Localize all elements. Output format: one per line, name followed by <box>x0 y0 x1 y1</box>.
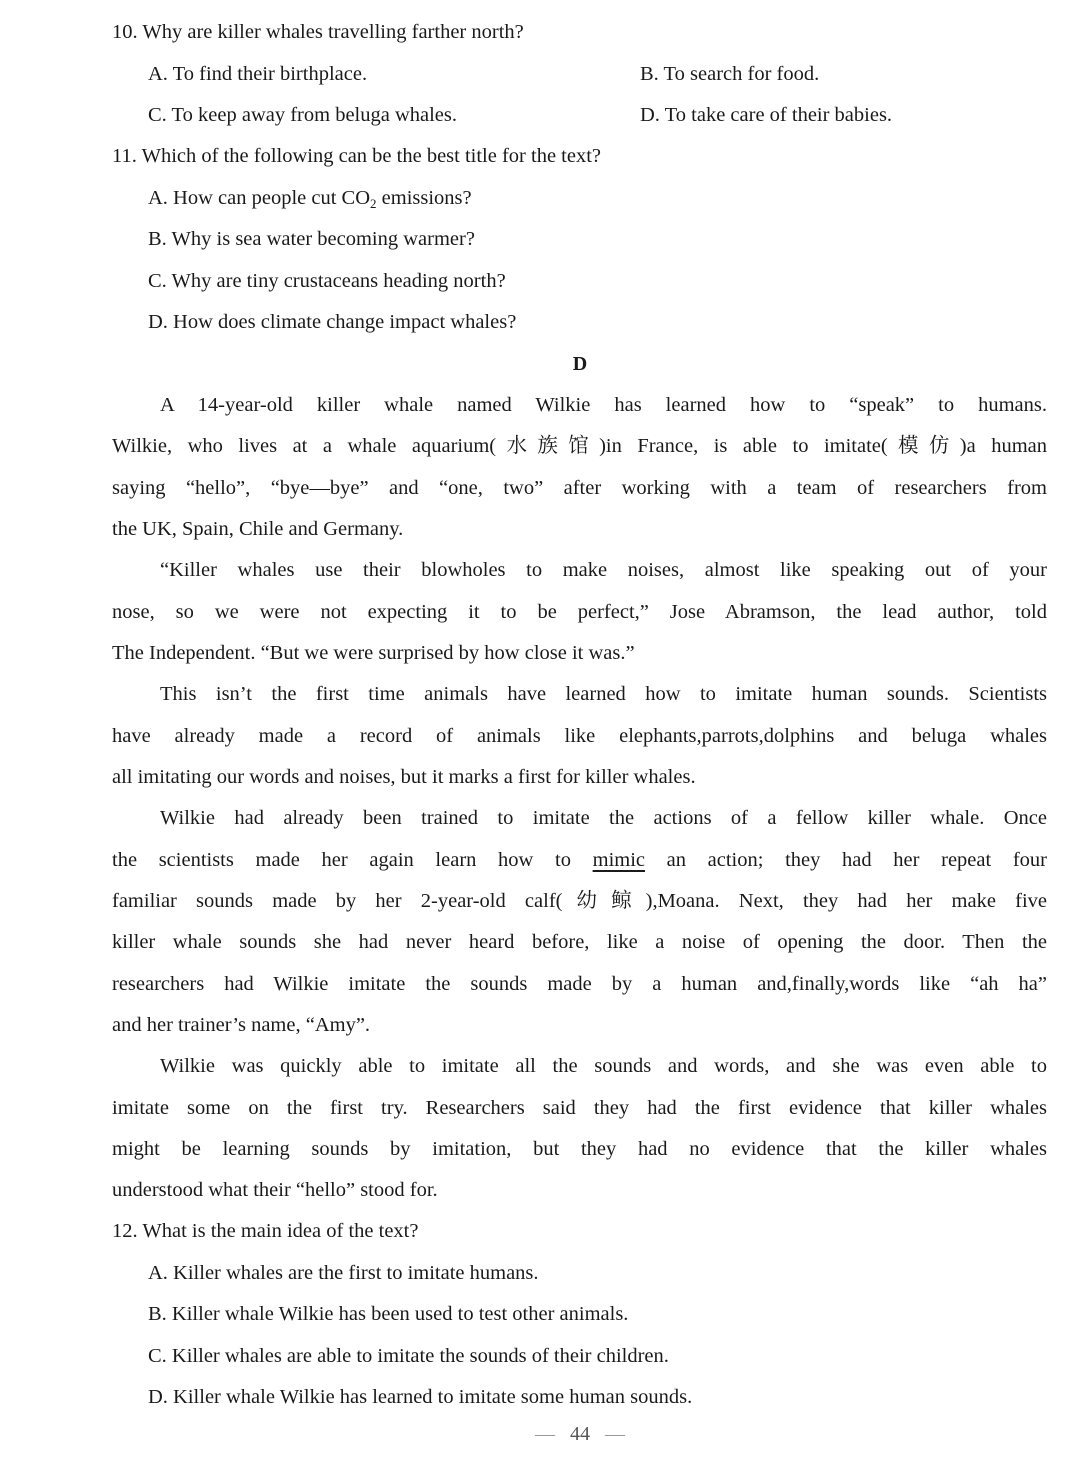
passage-line: This isn’t the first time animals have learned how to imitate human sounds. Scientists <box>160 683 1047 705</box>
question-12-option-d: D. Killer whale Wilkie has learned to imitate some human sounds. <box>148 1386 693 1408</box>
co2-subscript: 2 <box>370 196 377 211</box>
page-footer <box>0 1420 1068 1448</box>
passage-line: saying “hello”, “bye—bye” and “one, two” after working with a team of researchers from <box>112 477 1047 499</box>
question-10-option-d: D. To take care of their babies. <box>640 104 893 126</box>
question-11-stem: 11. Which of the following can be the best title for the text? <box>112 145 602 167</box>
question-11-option-b: B. Why is sea water becoming warmer? <box>148 228 475 250</box>
passage-line-with-underline <box>112 846 1047 874</box>
passage-line: The Independent. “But we were surprised by how close it was.” <box>112 642 635 664</box>
passage-line: researchers had Wilkie imitate the sounds made by a human and,finally,words like “ah ha” <box>112 973 1047 995</box>
passage-line: understood what their “hello” stood for. <box>112 1179 438 1201</box>
passage-line: and her trainer’s name, “Amy”. <box>112 1014 371 1036</box>
question-12-option-c: C. Killer whales are able to imitate the sounds of their children. <box>148 1345 669 1367</box>
question-11-option-a <box>148 184 472 212</box>
passage-line: might be learning sounds by imitation, but they had no evidence that the killer whales <box>112 1138 1047 1160</box>
passage-line: have already made a record of animals like elephants,parrots,dolphins and beluga whales <box>112 725 1047 747</box>
option-a-text-start: A. How can people cut CO <box>148 187 371 209</box>
passage-line: Wilkie, who lives at a whale aquarium(水族馆)in France, is able to imitate(模仿)a human <box>112 435 1047 457</box>
question-10-option-c: C. To keep away from beluga whales. <box>148 104 458 126</box>
option-a-text-end: emissions? <box>376 187 472 209</box>
question-12-option-b: B. Killer whale Wilkie has been used to test other animals. <box>148 1303 629 1325</box>
footer-dash-left: — <box>535 1423 555 1445</box>
passage-text: an action; they had her repeat four <box>645 849 1048 871</box>
question-11-option-c: C. Why are tiny crustaceans heading north? <box>148 270 506 292</box>
passage-line: Wilkie was quickly able to imitate all the sounds and words, and she was even able to <box>160 1055 1047 1077</box>
passage-line: familiar sounds made by her 2-year-old calf(幼鲸),Moana. Next, they had her make five <box>112 890 1047 912</box>
underlined-word-mimic: mimic <box>592 849 646 871</box>
passage-line: all imitating our words and noises, but it marks a first for killer whales. <box>112 766 696 788</box>
passage-line: killer whale sounds she had never heard before, like a noise of opening the door. Then the <box>112 931 1047 953</box>
passage-line: the UK, Spain, Chile and Germany. <box>112 518 404 540</box>
question-12-option-a: A. Killer whales are the first to imitate humans. <box>148 1262 539 1284</box>
question-11-option-d: D. How does climate change impact whales? <box>148 311 517 333</box>
passage-text: the scientists made her again learn how to <box>112 849 571 871</box>
passage-line: imitate some on the first try. Researchers said they had the first evidence that killer whales <box>112 1097 1047 1119</box>
question-10-option-a: A. To find their birthplace. <box>148 63 368 85</box>
passage-title: D <box>572 353 588 375</box>
passage-line: Wilkie had already been trained to imitate the actions of a fellow killer whale. Once <box>160 807 1047 829</box>
passage-line: A 14-year-old killer whale named Wilkie has learned how to “speak” to humans. <box>160 394 1047 416</box>
passage-line: “Killer whales use their blowholes to make noises, almost like speaking out of your <box>160 559 1047 581</box>
page-number: 44 <box>570 1423 590 1445</box>
footer-dash-right: — <box>605 1423 625 1445</box>
passage-line: nose, so we were not expecting it to be perfect,” Jose Abramson, the lead author, told <box>112 601 1047 623</box>
question-10-option-b: B. To search for food. <box>640 63 820 85</box>
question-10-stem: 10. Why are killer whales travelling farther north? <box>112 21 524 43</box>
question-12-stem: 12. What is the main idea of the text? <box>112 1220 419 1242</box>
